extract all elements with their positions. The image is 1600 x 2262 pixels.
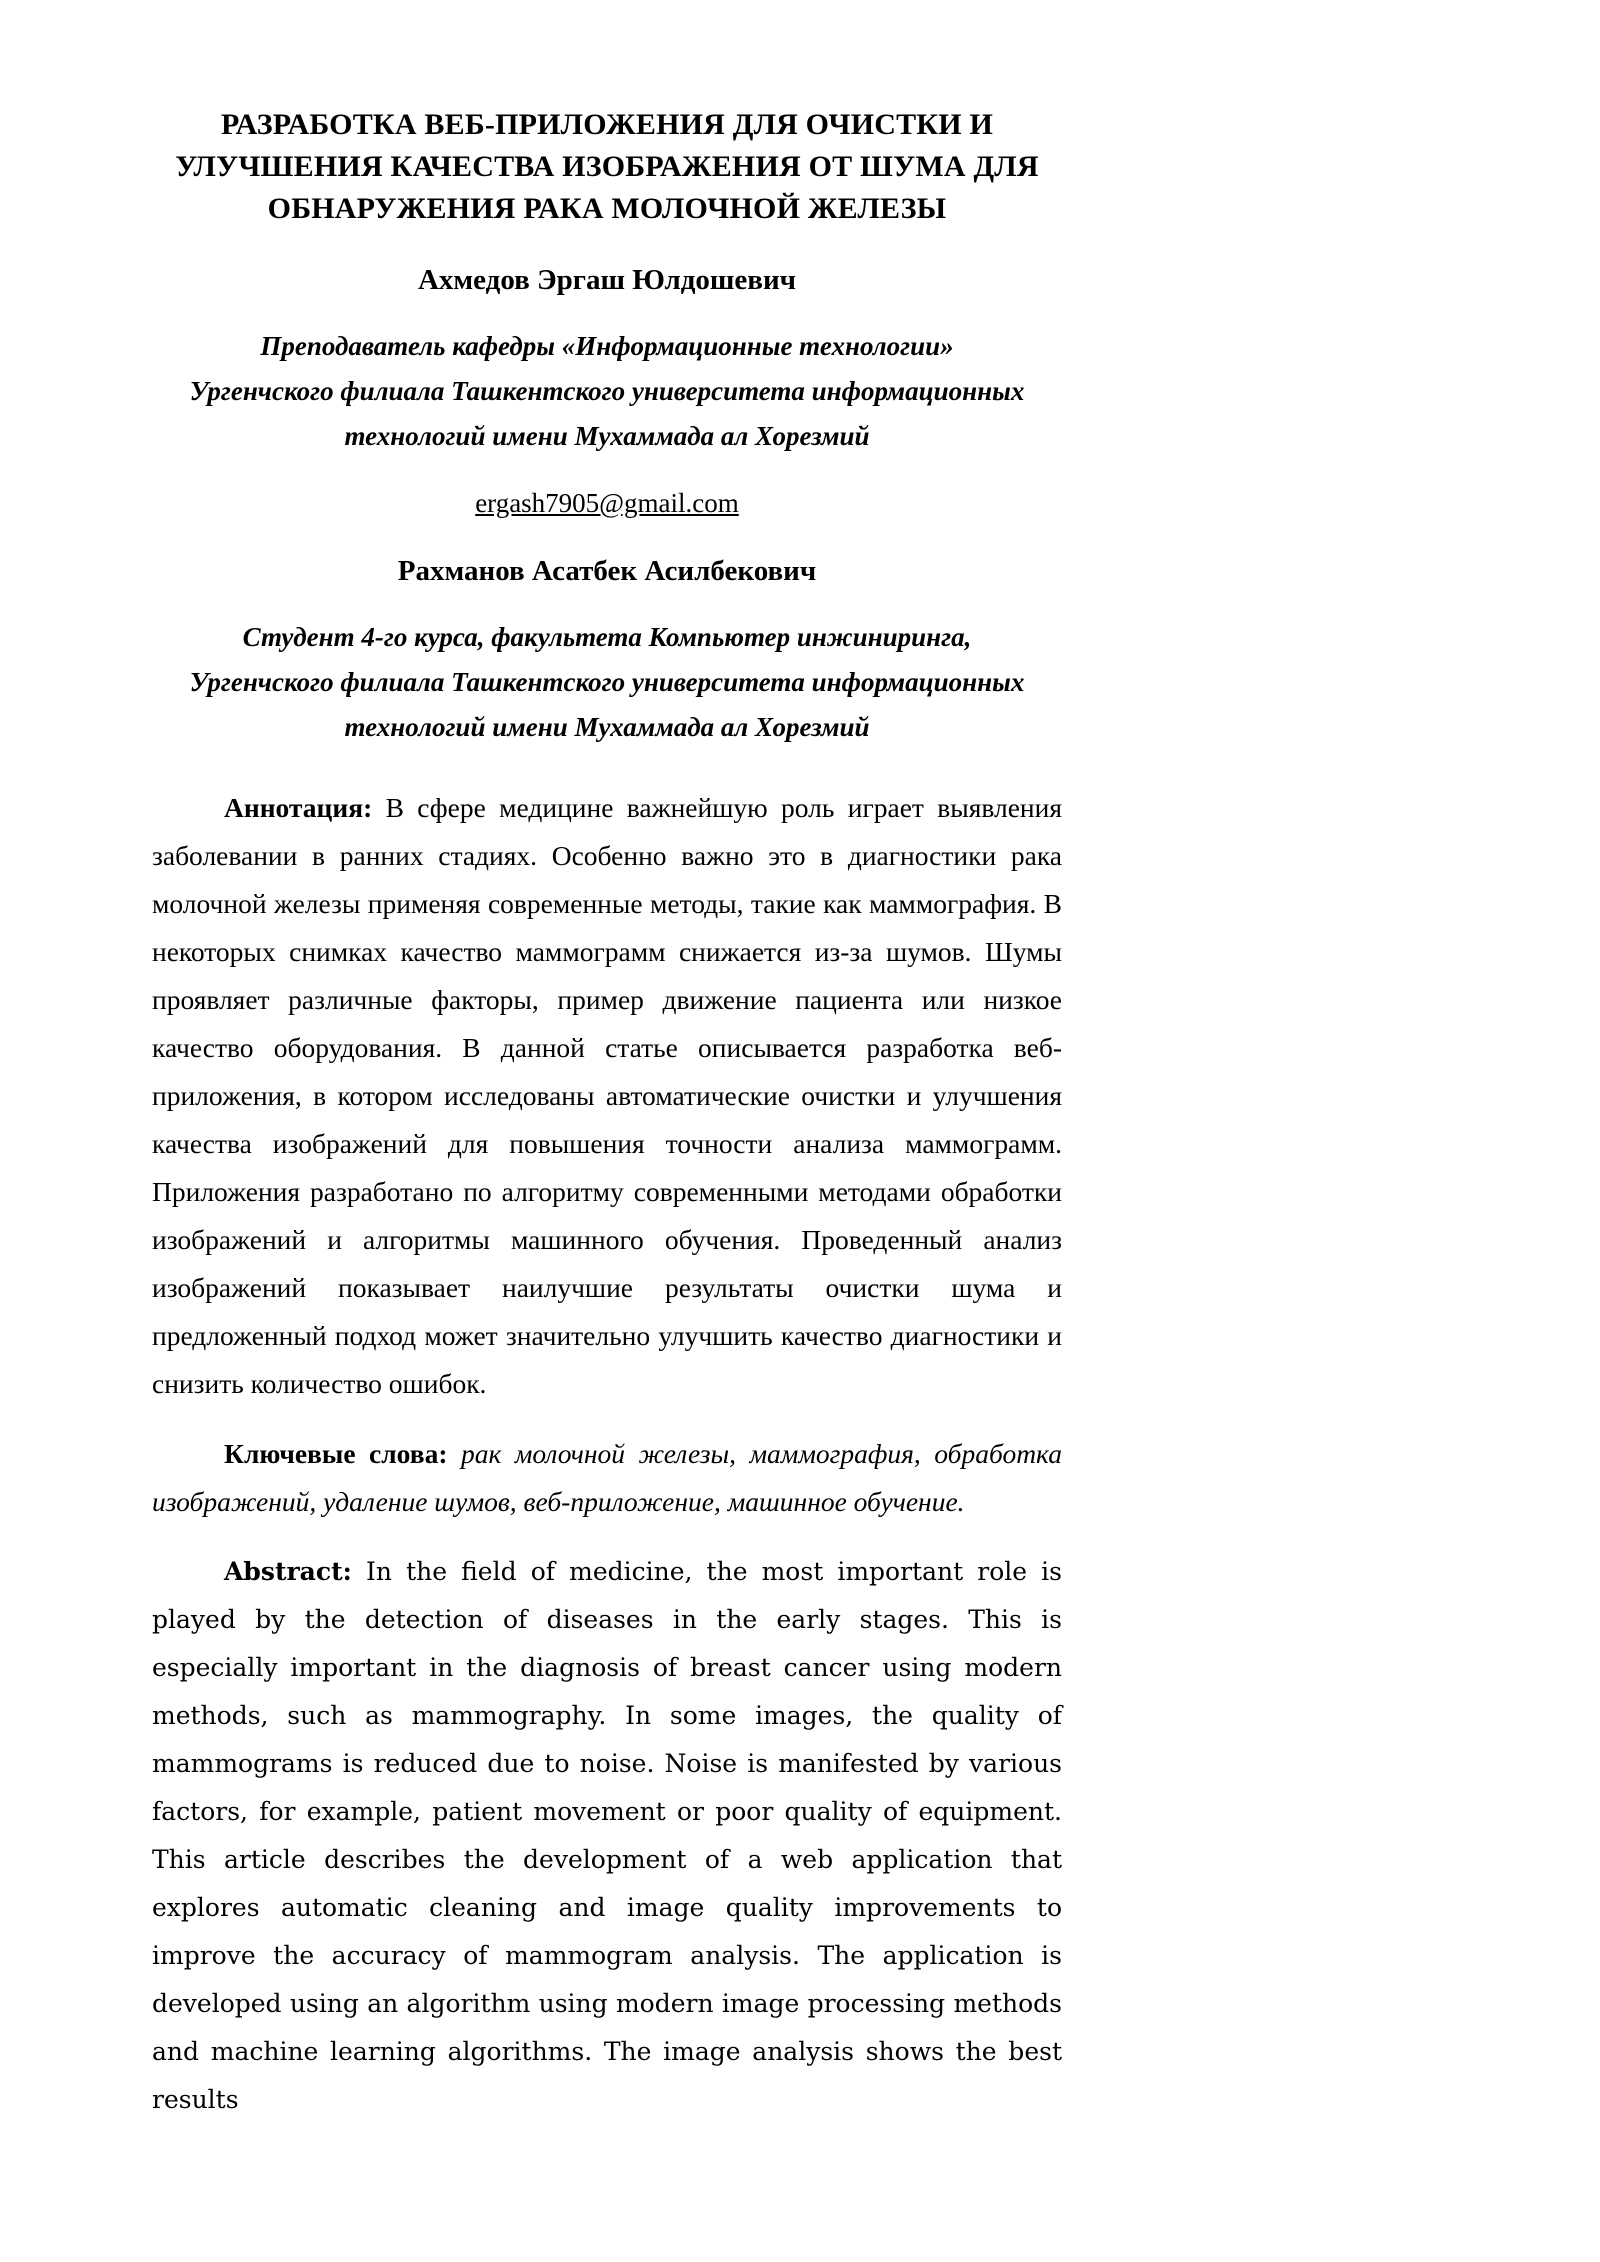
abstract-ru-label: Аннотация: (224, 792, 373, 823)
keywords-ru-text: рак молочной железы, маммография, обработка изображений, удаление шумов, веб-приложение, машинное обучение. (152, 1438, 1062, 1517)
author-1-name: Ахмедов Эргаш Юлдошевич (417, 264, 797, 296)
page-content (152, 104, 1062, 2124)
page-title (152, 104, 1062, 230)
abstract-en-label: Abstract: (224, 1557, 352, 1586)
author-2-affiliation (152, 615, 1062, 750)
abstract-en-paragraph (152, 1548, 1062, 2124)
keywords-ru-label: Ключевые слова: (224, 1438, 448, 1469)
author-2-affiliation-line-3: технологий имени Мухаммада ал Хорезмий (344, 712, 870, 742)
author-2-affiliation-line-2: Ургенчского филиала Ташкентского университета информационных (189, 667, 1025, 697)
abstract-ru-paragraph (152, 784, 1062, 1408)
title-line-3: ОБНАРУЖЕНИЯ РАКА МОЛОЧНОЙ ЖЕЛЕЗЫ (267, 192, 947, 225)
author-1-affiliation-line-1: Преподаватель кафедры «Информационные технологии» (260, 331, 954, 361)
abstract-ru-text: В сфере медицине важнейшую роль играет выявления заболевании в ранних стадиях. Особенно важно это в диагностики рака молочной железы применяя современные методы, такие как маммография. В некоторых снимках качество маммограмм снижается из-за шумов. Шумы проявляет различные факторы, пример движение пациента или низкое качество оборудования. В данной статье описывается разработка веб-приложения, в котором исследованы автоматические очистки и улучшения качества изображений для повышения точности анализа маммограмм. Приложения разработано по алгоритму современными методами обработки изображений и алгоритмы машинного обучения. Проведенный анализ изображений показывает наилучшие результаты очистки шума и предложенный подход может значительно улучшить качество диагностики и снизить количество ошибок. (152, 792, 1062, 1399)
author-1-email-link[interactable]: ergash7905@gmail.com (475, 488, 739, 518)
author-1-email-line (152, 485, 1062, 521)
keywords-ru-paragraph (152, 1430, 1062, 1526)
author-2-name: Рахманов Асатбек Асилбекович (397, 555, 817, 587)
author-2-affiliation-line-1: Студент 4-го курса, факультета Компьютер инжиниринга, (242, 622, 972, 652)
author-1-affiliation-line-2: Ургенчского филиала Ташкентского университета информационных (189, 376, 1025, 406)
author-1-affiliation-line-3: технологий имени Мухаммада ал Хорезмий (344, 421, 870, 451)
abstract-en-text: In the field of medicine, the most important role is played by the detection of diseases in the early stages. This is especially important in the diagnosis of breast cancer using modern methods, such as mammography. In some images, the quality of mammograms is reduced due to noise. Noise is manifested by various factors, for example, patient movement or poor quality of equipment. This article describes the development of a web application that explores automatic cleaning and image quality improvements to improve the accuracy of mammogram analysis. The application is developed using an algorithm using modern image processing methods and machine learning algorithms. The image analysis shows the best results (152, 1557, 1062, 2114)
author-1-affiliation (152, 324, 1062, 459)
title-line-2: УЛУЧШЕНИЯ КАЧЕСТВА ИЗОБРАЖЕНИЯ ОТ ШУМА ДЛЯ (175, 150, 1039, 183)
title-line-1: РАЗРАБОТКА ВЕБ-ПРИЛОЖЕНИЯ ДЛЯ ОЧИСТКИ И (220, 108, 994, 141)
